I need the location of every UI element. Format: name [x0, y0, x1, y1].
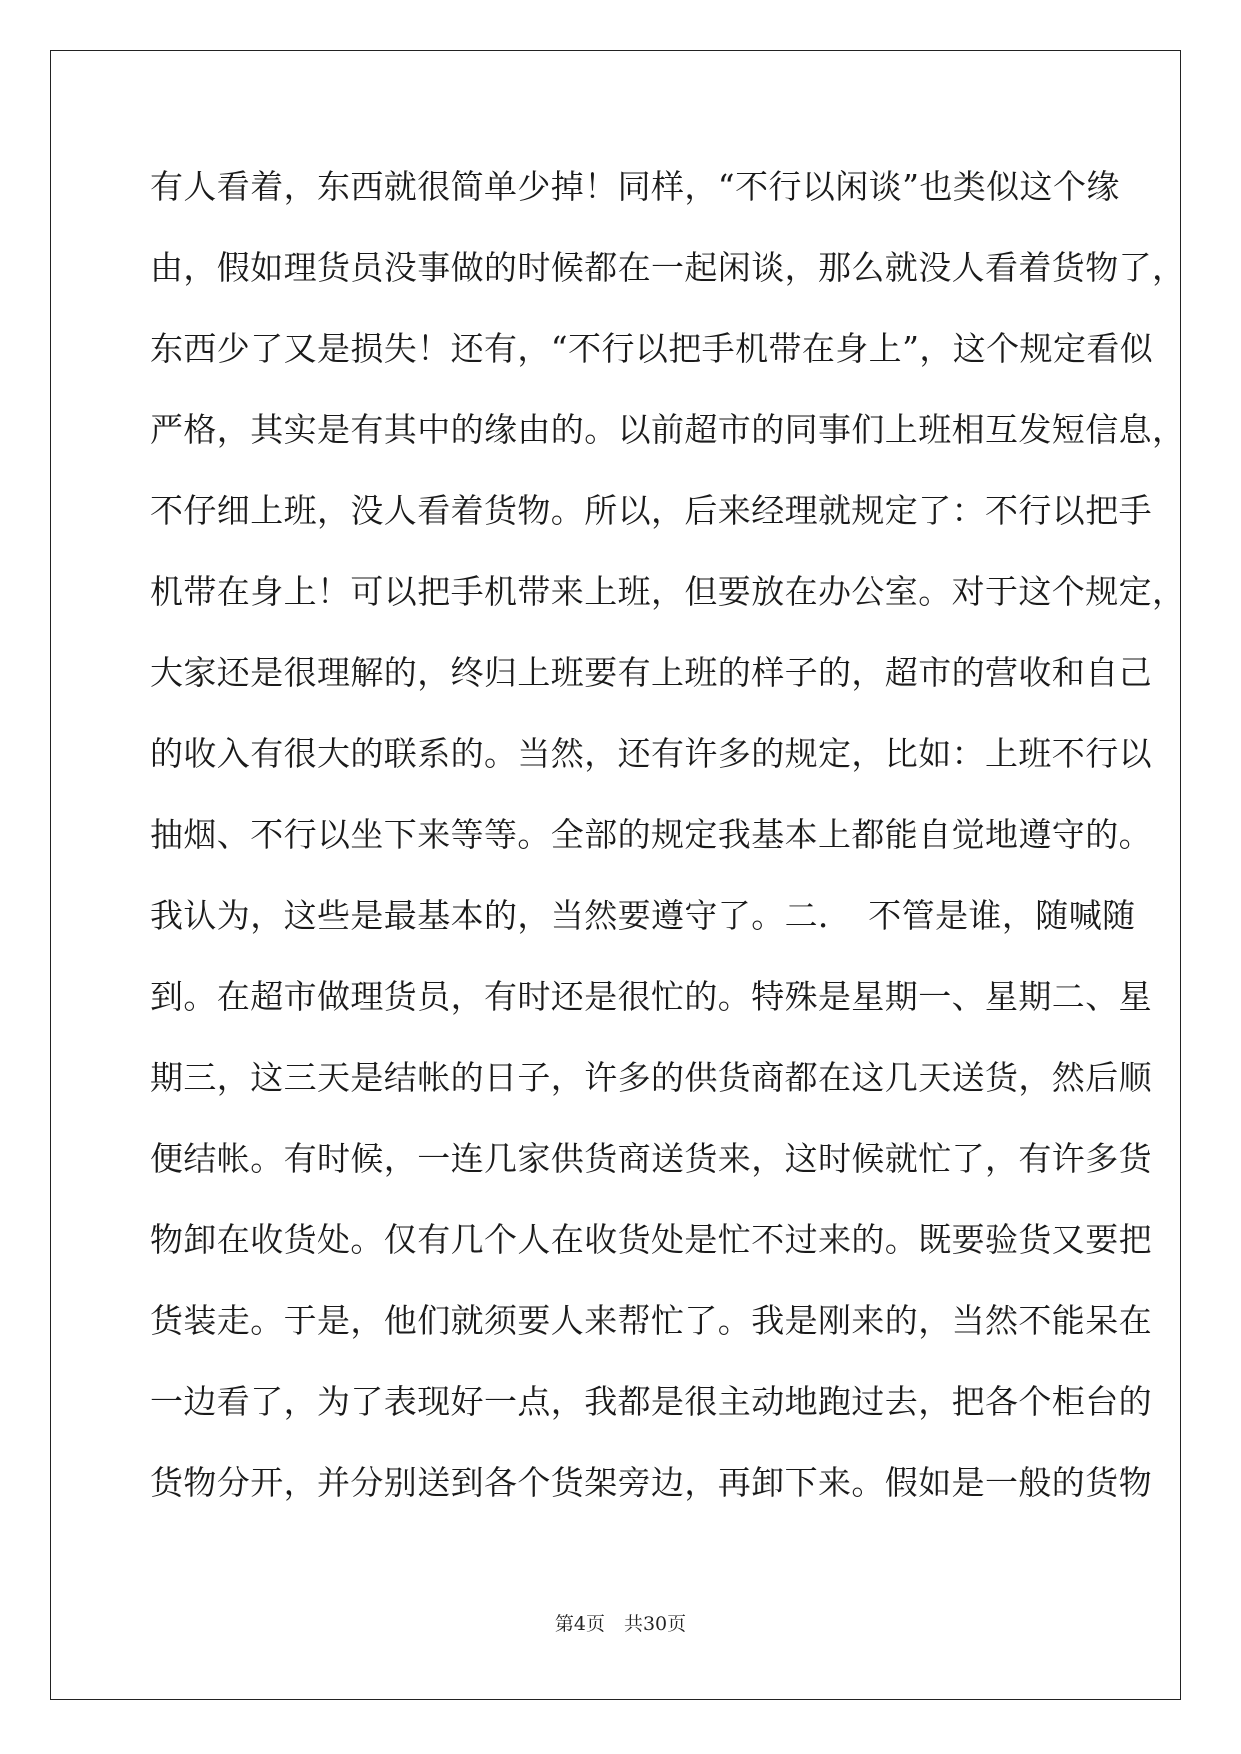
text-line: 东西少了又是损失！还有，“不行以把手机带在身上”，这个规定看似 — [150, 329, 1154, 368]
text-line: 货装走。于是，他们就须要人来帮忙了。我是刚来的，当然不能呆在 — [150, 1301, 1152, 1340]
text-line: 到。在超市做理货员，有时还是很忙的。特殊是星期一、星期二、星 — [150, 977, 1152, 1016]
text-line: 的收入有很大的联系的。当然，还有许多的规定，比如：上班不行以 — [150, 734, 1152, 773]
text-line: 抽烟、不行以坐下来等等。全部的规定我基本上都能自觉地遵守的。 — [150, 815, 1152, 854]
text-line: 机带在身上！可以把手机带来上班，但要放在办公室。对于这个规定， — [150, 572, 1186, 611]
text-line: 有人看着，东西就很简单少掉！同样，“不行以闲谈”也类似这个缘 — [150, 167, 1120, 206]
text-line: 严格，其实是有其中的缘由的。以前超市的同事们上班相互发短信息， — [150, 410, 1186, 449]
text-line: 由，假如理货员没事做的时候都在一起闲谈，那么就没人看着货物了， — [150, 248, 1186, 287]
text-line: 物卸在收货处。仅有几个人在收货处是忙不过来的。既要验货又要把 — [150, 1220, 1152, 1259]
text-line: 我认为，这些是最基本的，当然要遵守了。二． 不管是谁，随喊随 — [150, 896, 1136, 935]
text-line: 便结帐。有时候，一连几家供货商送货来，这时候就忙了，有许多货 — [150, 1139, 1152, 1178]
document-body — [150, 162, 1186, 1539]
text-line: 不仔细上班，没人看着货物。所以，后来经理就规定了：不行以把手 — [150, 491, 1152, 530]
page-footer — [0, 1609, 1241, 1636]
text-line: 一边看了，为了表现好一点，我都是很主动地跑过去，把各个柜台的 — [150, 1382, 1152, 1421]
text-line: 大家还是很理解的，终归上班要有上班的样子的，超市的营收和自己 — [150, 653, 1152, 692]
text-line: 期三，这三天是结帐的日子，许多的供货商都在这几天送货，然后顺 — [150, 1058, 1152, 1097]
page-number-label: 第4页 共30页 — [554, 1613, 687, 1635]
text-line: 货物分开，并分别送到各个货架旁边，再卸下来。假如是一般的货物 — [150, 1463, 1152, 1502]
